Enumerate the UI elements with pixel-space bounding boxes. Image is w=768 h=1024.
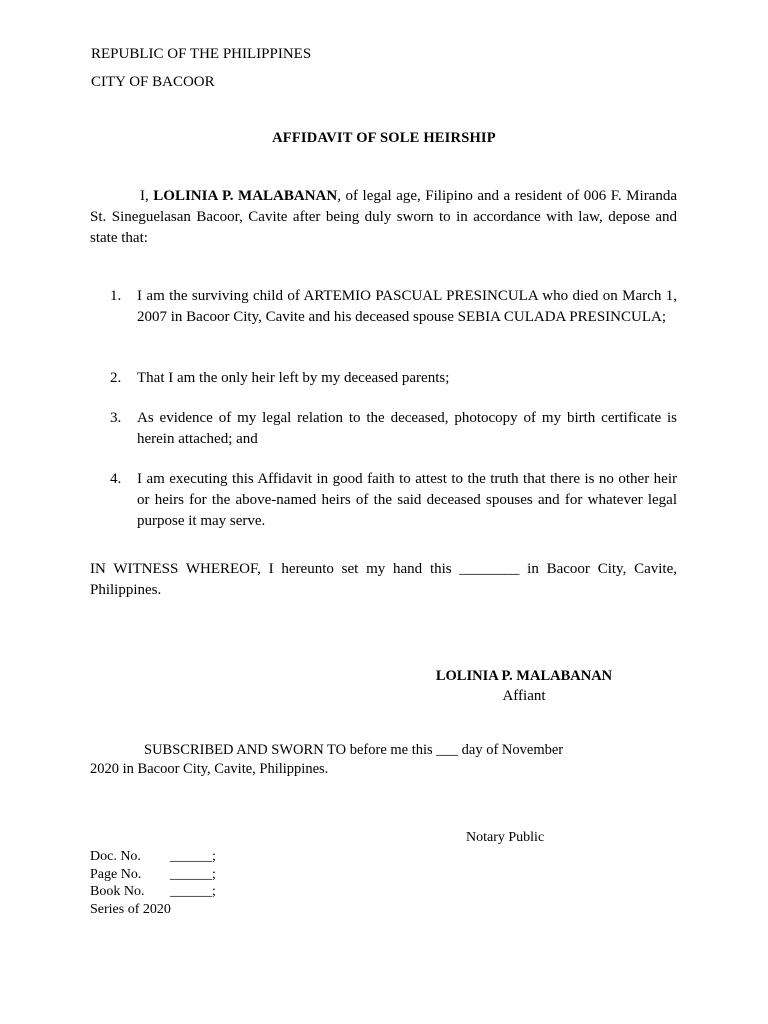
header-city: CITY OF BACOOR bbox=[91, 74, 215, 90]
affiant-label: Affiant bbox=[502, 688, 546, 704]
list-item-text: I am executing this Affidavit in good faith to attest to the truth that there is no other heir or heirs for the above-named heirs of the said deceased spouses and for whatever legal purpose it may serve. bbox=[137, 471, 677, 529]
intro-paragraph bbox=[90, 186, 677, 249]
jurat-line-2: 2020 in Bacoor City, Cavite, Philippines. bbox=[90, 761, 329, 777]
doc-ref-label: Book No. bbox=[90, 884, 145, 899]
list-item bbox=[110, 469, 677, 532]
doc-ref-label: Doc. No. bbox=[90, 849, 141, 864]
intro-text: , of legal age, Filipino and a resident of 006 F. Miranda St. Sineguelasan Bacoor, Cavite after being duly sworn to in accordance with law, depose and state that: bbox=[90, 188, 678, 246]
affiant-signature-name: LOLINIA P. MALABANAN bbox=[435, 668, 613, 684]
list-item-text: That I am the only heir left by my deceased parents; bbox=[137, 370, 450, 386]
list-item bbox=[110, 286, 677, 328]
list-item-number: 1. bbox=[110, 288, 122, 304]
list-item-text: As evidence of my legal relation to the deceased, photocopy of my birth certificate is herein attached; and bbox=[137, 410, 677, 447]
doc-ref-value: ______; bbox=[170, 884, 216, 899]
header-republic: REPUBLIC OF THE PHILIPPINES bbox=[91, 46, 312, 62]
doc-ref-row bbox=[90, 866, 216, 884]
doc-ref-label: Page No. bbox=[90, 866, 142, 882]
notary-public-label: Notary Public bbox=[466, 830, 545, 845]
list-item-number: 2. bbox=[110, 370, 122, 386]
list-item-text: I am the surviving child of ARTEMIO PASCUAL PRESINCULA who died on March 1, 2007 in Bacoor City, Cavite and his deceased spouse SEBIA CULADA PRESINCULA; bbox=[137, 288, 677, 325]
list-item-number: 4. bbox=[110, 471, 122, 487]
list-item-number: 3. bbox=[110, 410, 122, 426]
jurat-line-1: SUBSCRIBED AND SWORN TO before me this ___ day of November bbox=[144, 742, 564, 758]
list-item bbox=[110, 408, 677, 450]
doc-ref-value: ______; bbox=[170, 849, 216, 864]
doc-references bbox=[90, 848, 216, 918]
intro-affiant-name: LOLINIA P. MALABANAN bbox=[153, 188, 338, 204]
doc-ref-value: ______; bbox=[170, 866, 216, 882]
doc-ref-row bbox=[90, 883, 216, 901]
intro-prefix: I, bbox=[140, 188, 149, 204]
document-title: AFFIDAVIT OF SOLE HEIRSHIP bbox=[272, 130, 496, 146]
series-label: Series of 2020 bbox=[90, 901, 171, 917]
list-item bbox=[110, 368, 677, 389]
signature-block bbox=[404, 666, 644, 706]
witness-paragraph: IN WITNESS WHEREOF, I hereunto set my hand this ________ in Bacoor City, Cavite, Philippines. bbox=[90, 561, 677, 598]
jurat-paragraph bbox=[90, 741, 677, 779]
doc-ref-row bbox=[90, 848, 216, 866]
